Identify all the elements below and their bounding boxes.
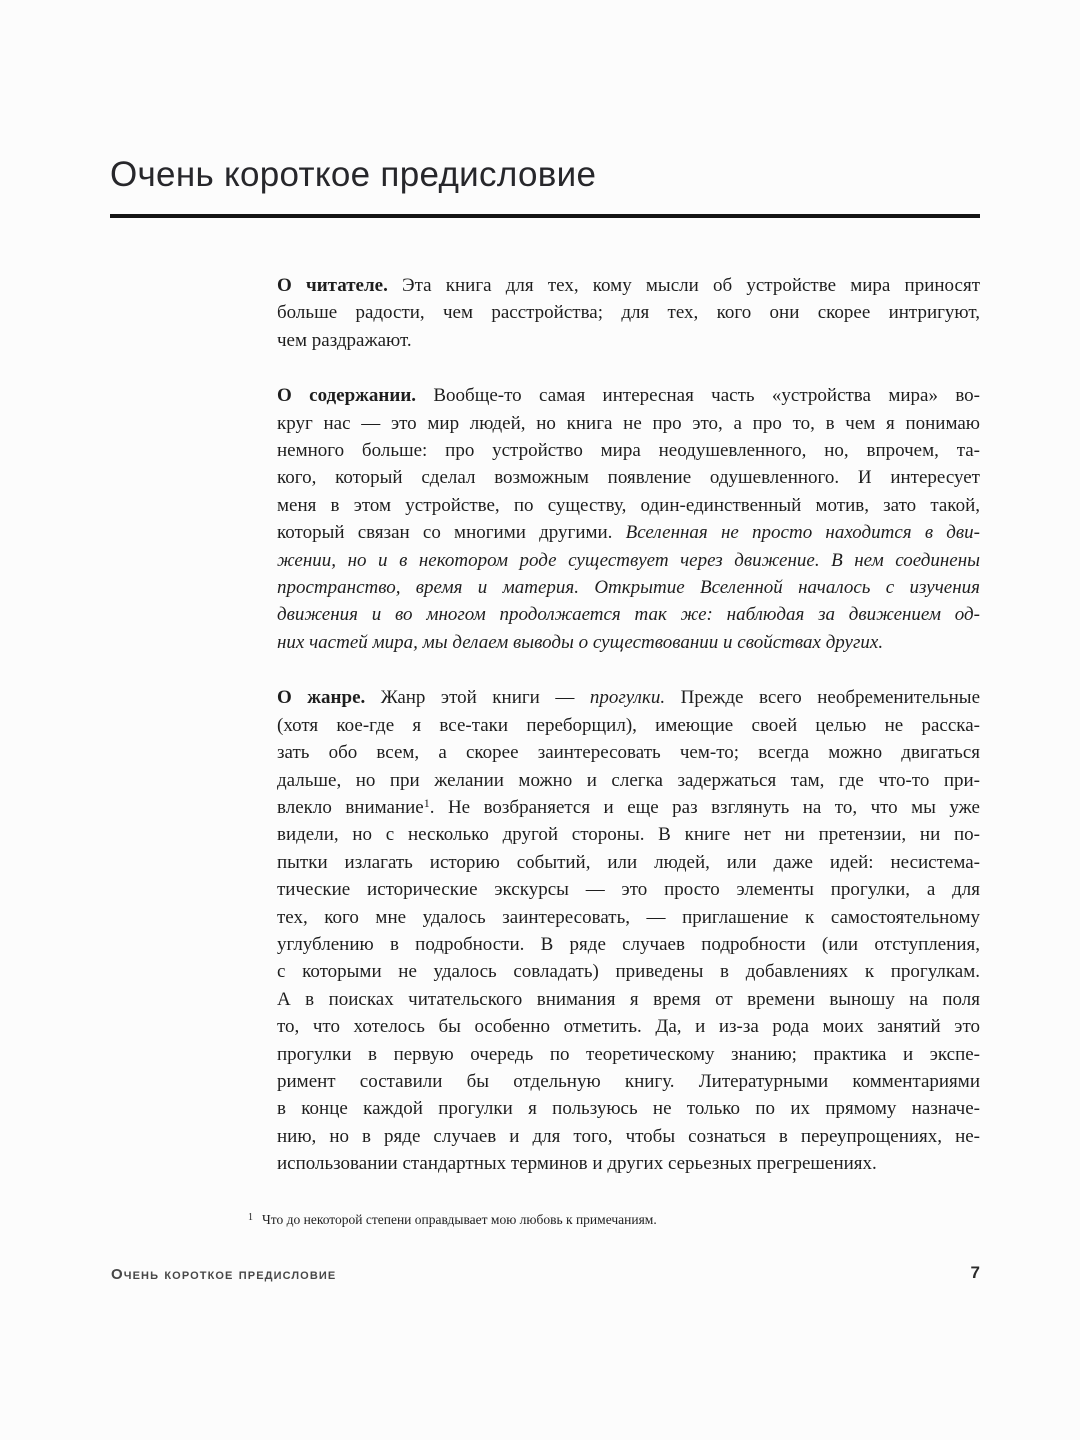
text-run: движения и во многом продолжается так же: наблюдая за движением од- <box>277 604 980 626</box>
text-line <box>277 986 980 1013</box>
footer-page-number: 7 <box>970 1263 980 1282</box>
text-run: О читателе. <box>277 275 388 296</box>
text-run: который связан со многими другими. <box>277 522 626 544</box>
footnote-text: Что до некоторой степени оправдывает мою любовь к примечаниям. <box>262 1212 657 1227</box>
text-run: немного больше: про устройство мира неодушевленного, но, впрочем, та- <box>277 440 980 462</box>
footnote-reference: 1 <box>423 795 430 810</box>
text-line <box>277 1150 980 1177</box>
text-line <box>277 272 980 299</box>
text-line <box>277 1123 980 1150</box>
footer-chapter-label: Очень короткое предисловие <box>111 1266 337 1283</box>
text-line <box>277 767 980 794</box>
text-line <box>277 492 980 519</box>
footnote-marker: 1 <box>248 1212 253 1223</box>
text-run: . Не возбраняется и еще раз взглянуть на то, что мы уже <box>429 796 980 818</box>
text-line <box>277 1013 980 1040</box>
text-run: с которыми не удалось совладать) приведены в добавлениях к прогулкам. <box>277 961 980 983</box>
text-line <box>277 821 980 848</box>
text-run: то, что хотелось бы особенно отметить. Да, и из-за рода моих занятий это <box>277 1016 980 1038</box>
title-divider <box>110 214 980 218</box>
text-line <box>277 437 980 464</box>
text-run: нию, но в ряде случаев и для того, чтобы сознаться в переупрощениях, не- <box>277 1125 980 1147</box>
text-line <box>277 601 980 628</box>
paragraph <box>277 382 980 656</box>
text-line <box>277 794 980 821</box>
text-run: (хотя кое-где я все-таки переборщил), имеющие своей целью не расска- <box>277 714 980 736</box>
text-run: в конце каждой прогулки я пользуюсь не только по их прямому назначе- <box>277 1098 980 1120</box>
paragraph <box>277 684 980 1177</box>
text-line <box>277 739 980 766</box>
text-line <box>277 931 980 958</box>
body-text <box>277 272 980 1178</box>
text-run: них частей мира, мы делаем выводы о существовании и свойствах других. <box>277 631 884 653</box>
text-line <box>277 464 980 491</box>
text-line <box>277 410 980 437</box>
text-run: О содержании. <box>277 385 417 407</box>
text-line <box>277 327 980 354</box>
text-run: Вселенная не просто находится в дви- <box>625 522 980 544</box>
footnote <box>248 1210 973 1229</box>
text-line <box>277 547 980 574</box>
text-run: дальше, но при желании можно и слегка задержаться там, где что-то при- <box>277 769 980 791</box>
paragraph <box>277 272 980 354</box>
text-line <box>277 904 980 931</box>
text-run: влекло внимание <box>277 796 424 818</box>
text-run: прогулки. <box>589 687 666 709</box>
text-line <box>277 574 980 601</box>
text-line <box>277 382 980 409</box>
text-run: тические исторические экскурсы — это просто элементы прогулки, а для <box>277 879 980 901</box>
text-run: жении, но и в некотором роде существует через движение. В нем соединены <box>277 549 980 571</box>
text-line <box>277 629 980 656</box>
text-run: видели, но с несколько другой стороны. В книге нет ни претензии, ни по- <box>277 824 980 846</box>
text-run: меня в этом устройстве, по существу, один-единственный мотив, зато такой, <box>277 494 980 516</box>
text-run: О жанре. <box>277 687 366 709</box>
text-line <box>277 519 980 546</box>
text-run: углублению в подробности. В ряде случаев подробности (или отступления, <box>277 933 980 955</box>
text-run: Жанр этой книги — <box>365 687 590 709</box>
text-run: А в поисках читательского внимания я время от времени выношу на поля <box>277 988 980 1010</box>
text-run: пространство, время и материя. Открытие Вселенной началось с изучения <box>277 577 980 599</box>
text-line <box>277 1095 980 1122</box>
text-run: прогулки в первую очередь по теоретическому знанию; практика и экспе- <box>277 1043 980 1065</box>
text-line <box>277 849 980 876</box>
text-run: кого, который сделал возможным появление одушевленного. И интересует <box>277 467 980 489</box>
text-run: Эта книга для тех, кому мысли об устройстве мира приносят <box>387 275 980 296</box>
text-run: тех, кого мне удалось заинтересовать, — приглашение к самостоятельному <box>277 906 980 928</box>
text-line <box>277 1068 980 1095</box>
text-run: римент составили бы отдельную книгу. Литературными комментариями <box>277 1070 980 1092</box>
text-line <box>277 684 980 711</box>
text-run: больше радости, чем расстройства; для тех, кого они скорее интригуют, <box>277 302 980 324</box>
text-run: круг нас — это мир людей, но книга не про это, а про то, в чем я понимаю <box>277 412 980 434</box>
text-run: Прежде всего необременительные <box>665 687 980 709</box>
text-line <box>277 299 980 326</box>
text-run: использовании стандартных терминов и других серьезных прегрешениях. <box>277 1153 877 1175</box>
text-line <box>277 712 980 739</box>
text-line <box>277 876 980 903</box>
text-run: чем раздражают. <box>277 329 412 351</box>
text-line <box>277 1041 980 1068</box>
text-run: Вообще-то самая интересная часть «устройства мира» во- <box>416 385 980 407</box>
page-title: Очень короткое предисловие <box>110 155 597 194</box>
text-run: пытки излагать историю событий, или людей, или даже идей: несистема- <box>277 851 980 873</box>
text-run: зать обо всем, а скорее заинтересовать чем-то; всегда можно двигаться <box>277 742 980 764</box>
text-line <box>277 958 980 985</box>
